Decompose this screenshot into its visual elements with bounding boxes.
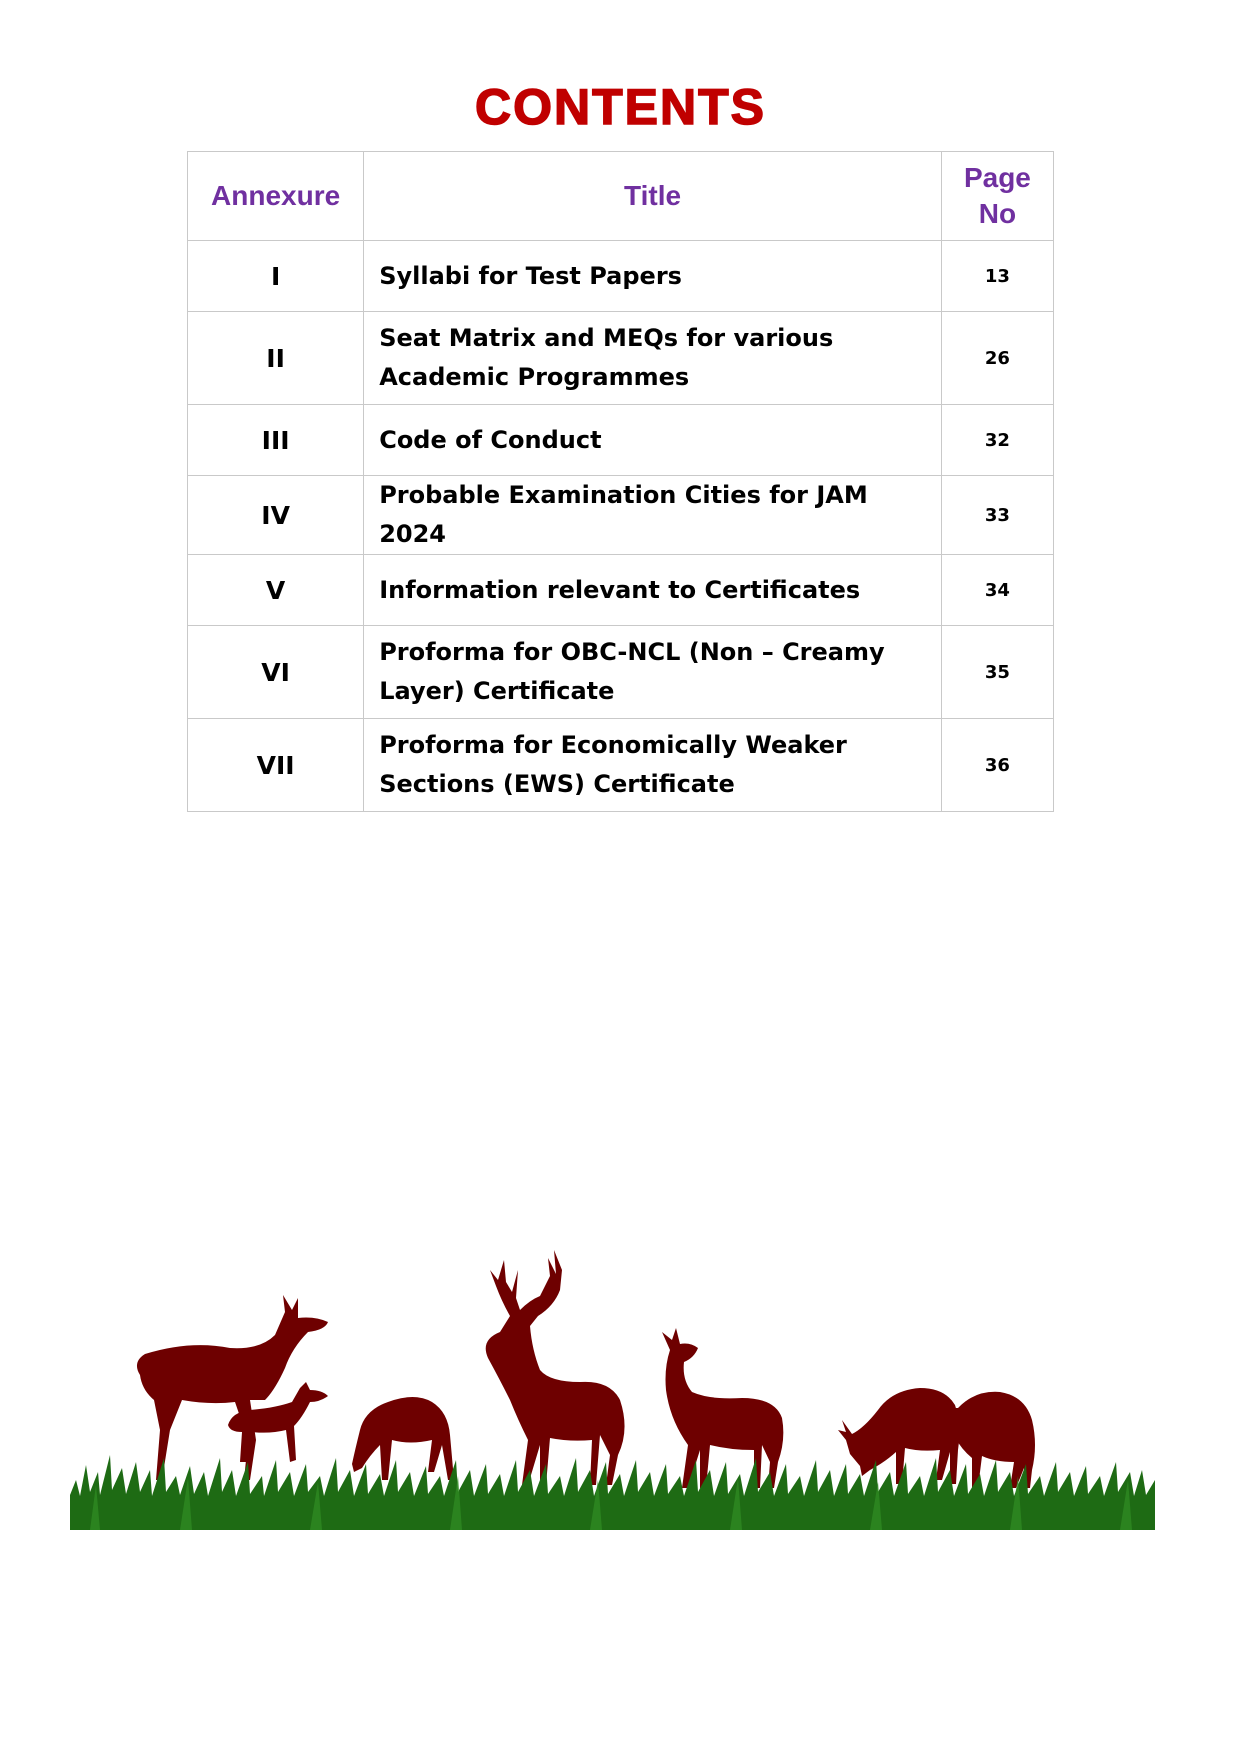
page-cell: 13 bbox=[941, 241, 1053, 312]
page-cell: 33 bbox=[941, 476, 1053, 555]
table-row bbox=[188, 719, 1054, 812]
table-row bbox=[188, 476, 1054, 555]
title-cell: Information relevant to Certificates bbox=[364, 555, 942, 626]
annexure-cell: VII bbox=[188, 719, 364, 812]
title-cell: Probable Examination Cities for JAM 2024 bbox=[364, 476, 942, 555]
annexure-cell: I bbox=[188, 241, 364, 312]
annexure-cell: V bbox=[188, 555, 364, 626]
table-header-row bbox=[188, 152, 1054, 241]
annexure-cell: II bbox=[188, 312, 364, 405]
title-cell: Syllabi for Test Papers bbox=[364, 241, 942, 312]
table-row bbox=[188, 626, 1054, 719]
page-cell: 35 bbox=[941, 626, 1053, 719]
contents-table bbox=[187, 151, 1054, 812]
table-row bbox=[188, 241, 1054, 312]
page-cell: 26 bbox=[941, 312, 1053, 405]
page-cell: 32 bbox=[941, 405, 1053, 476]
annexure-cell: III bbox=[188, 405, 364, 476]
title-cell: Seat Matrix and MEQs for various Academic Programmes bbox=[364, 312, 942, 405]
header-title: Title bbox=[364, 152, 942, 241]
annexure-cell: VI bbox=[188, 626, 364, 719]
table-row bbox=[188, 312, 1054, 405]
table-row bbox=[188, 555, 1054, 626]
page-cell: 34 bbox=[941, 555, 1053, 626]
title-cell: Code of Conduct bbox=[364, 405, 942, 476]
page-cell: 36 bbox=[941, 719, 1053, 812]
table-row bbox=[188, 405, 1054, 476]
title-cell: Proforma for Economically Weaker Sections (EWS) Certificate bbox=[364, 719, 942, 812]
header-page-no: Page No bbox=[941, 152, 1053, 241]
page-title: CONTENTS bbox=[475, 79, 766, 135]
header-annexure: Annexure bbox=[188, 152, 364, 241]
title-cell: Proforma for OBC-NCL (Non – Creamy Layer) Certificate bbox=[364, 626, 942, 719]
deer-herd-silhouette-icon bbox=[70, 1240, 1155, 1530]
annexure-cell: IV bbox=[188, 476, 364, 555]
